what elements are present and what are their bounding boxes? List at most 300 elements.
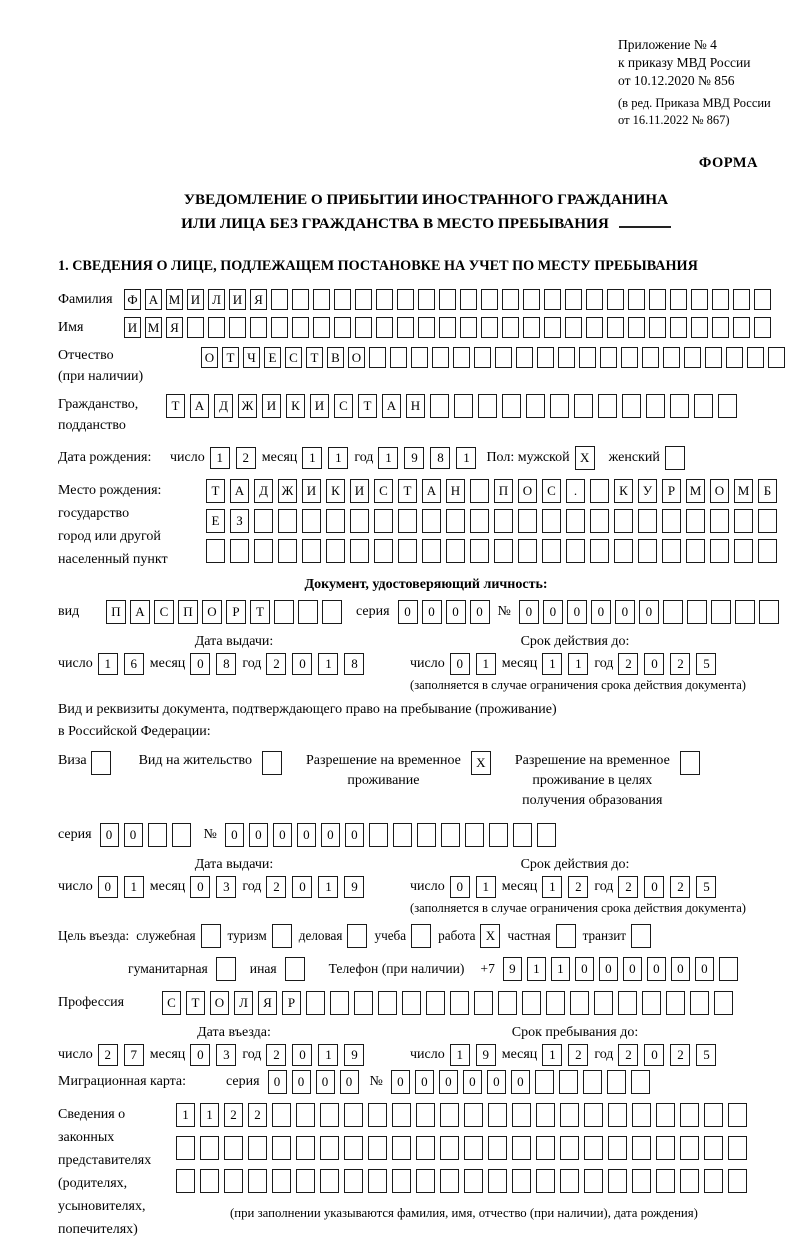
char-cell[interactable] (608, 1136, 627, 1160)
char-cell[interactable] (464, 1136, 483, 1160)
char-cell[interactable]: Ч (243, 347, 260, 368)
char-cell[interactable]: 1 (328, 447, 348, 469)
char-cell[interactable] (649, 317, 666, 338)
representatives-line3[interactable] (176, 1169, 752, 1193)
char-cell[interactable] (376, 289, 393, 310)
char-cell[interactable]: М (166, 289, 183, 310)
char-cell[interactable] (330, 991, 349, 1015)
char-cell[interactable]: 0 (671, 957, 690, 981)
char-cell[interactable] (662, 509, 681, 533)
char-cell[interactable]: М (686, 479, 705, 503)
char-cell[interactable]: 1 (98, 653, 118, 675)
char-cell[interactable]: Р (662, 479, 681, 503)
char-cell[interactable] (296, 1103, 315, 1127)
migration-series-field[interactable] (268, 1070, 364, 1094)
char-cell[interactable] (208, 317, 225, 338)
char-cell[interactable] (656, 1169, 675, 1193)
char-cell[interactable] (680, 1136, 699, 1160)
char-cell[interactable]: 0 (599, 957, 618, 981)
char-cell[interactable] (481, 317, 498, 338)
char-cell[interactable] (495, 347, 512, 368)
char-cell[interactable] (216, 957, 236, 981)
char-cell[interactable] (481, 289, 498, 310)
residence-permit-checkbox[interactable] (262, 751, 282, 775)
citizenship-field[interactable] (166, 394, 742, 418)
char-cell[interactable] (254, 509, 273, 533)
char-cell[interactable] (570, 991, 589, 1015)
char-cell[interactable]: 5 (696, 876, 716, 898)
char-cell[interactable] (684, 347, 701, 368)
entry-year[interactable] (266, 1044, 370, 1066)
char-cell[interactable] (274, 600, 294, 624)
char-cell[interactable] (176, 1136, 195, 1160)
char-cell[interactable]: 0 (124, 823, 143, 847)
char-cell[interactable] (535, 1070, 554, 1094)
char-cell[interactable]: К (614, 479, 633, 503)
given-name-field[interactable] (124, 317, 775, 338)
char-cell[interactable]: 9 (503, 957, 522, 981)
char-cell[interactable]: 0 (249, 823, 268, 847)
char-cell[interactable] (607, 289, 624, 310)
identity-issue-day[interactable] (98, 653, 150, 675)
char-cell[interactable]: С (162, 991, 181, 1015)
char-cell[interactable] (550, 394, 569, 418)
residence-number-field[interactable] (225, 823, 561, 847)
char-cell[interactable] (298, 600, 318, 624)
char-cell[interactable] (536, 1136, 555, 1160)
char-cell[interactable] (768, 347, 785, 368)
char-cell[interactable]: Ф (124, 289, 141, 310)
representatives-line1[interactable] (176, 1103, 752, 1127)
char-cell[interactable] (272, 1136, 291, 1160)
char-cell[interactable] (474, 991, 493, 1015)
char-cell[interactable] (498, 991, 517, 1015)
char-cell[interactable] (148, 823, 167, 847)
char-cell[interactable]: 0 (190, 1044, 210, 1066)
char-cell[interactable]: 1 (542, 1044, 562, 1066)
char-cell[interactable]: 1 (456, 447, 476, 469)
purpose-official-checkbox[interactable] (201, 924, 221, 948)
char-cell[interactable] (390, 347, 407, 368)
char-cell[interactable] (368, 1103, 387, 1127)
char-cell[interactable] (320, 1169, 339, 1193)
char-cell[interactable]: Д (214, 394, 233, 418)
char-cell[interactable]: У (638, 479, 657, 503)
char-cell[interactable]: 0 (292, 1070, 311, 1094)
char-cell[interactable] (754, 289, 771, 310)
residence-issue-year[interactable] (266, 876, 370, 898)
char-cell[interactable] (565, 289, 582, 310)
char-cell[interactable]: Я (258, 991, 277, 1015)
char-cell[interactable] (439, 317, 456, 338)
char-cell[interactable] (354, 991, 373, 1015)
char-cell[interactable] (262, 751, 282, 775)
char-cell[interactable] (478, 394, 497, 418)
entry-month[interactable] (190, 1044, 242, 1066)
char-cell[interactable] (488, 1103, 507, 1127)
identity-issue-month[interactable] (190, 653, 242, 675)
char-cell[interactable]: 2 (670, 1044, 690, 1066)
char-cell[interactable] (271, 317, 288, 338)
char-cell[interactable] (432, 347, 449, 368)
char-cell[interactable] (733, 289, 750, 310)
sex-male-checkbox[interactable] (575, 446, 595, 470)
char-cell[interactable] (694, 394, 713, 418)
char-cell[interactable] (704, 1169, 723, 1193)
char-cell[interactable] (369, 347, 386, 368)
char-cell[interactable]: 9 (344, 1044, 364, 1066)
char-cell[interactable]: 0 (615, 600, 635, 624)
char-cell[interactable]: 0 (647, 957, 666, 981)
char-cell[interactable] (254, 539, 273, 563)
char-cell[interactable] (426, 991, 445, 1015)
char-cell[interactable] (376, 317, 393, 338)
char-cell[interactable]: С (374, 479, 393, 503)
char-cell[interactable]: Н (446, 479, 465, 503)
char-cell[interactable]: А (190, 394, 209, 418)
char-cell[interactable] (690, 991, 709, 1015)
char-cell[interactable]: . (566, 479, 585, 503)
char-cell[interactable] (735, 600, 755, 624)
char-cell[interactable] (590, 479, 609, 503)
char-cell[interactable] (691, 289, 708, 310)
char-cell[interactable] (368, 1169, 387, 1193)
char-cell[interactable] (656, 1103, 675, 1127)
stay-month[interactable] (542, 1044, 594, 1066)
char-cell[interactable] (187, 317, 204, 338)
char-cell[interactable] (621, 347, 638, 368)
char-cell[interactable]: 1 (476, 653, 496, 675)
char-cell[interactable] (502, 317, 519, 338)
char-cell[interactable] (512, 1103, 531, 1127)
char-cell[interactable] (411, 347, 428, 368)
char-cell[interactable] (416, 1136, 435, 1160)
char-cell[interactable]: 1 (318, 653, 338, 675)
purpose-business-checkbox[interactable] (347, 924, 367, 948)
char-cell[interactable]: И (310, 394, 329, 418)
char-cell[interactable]: 9 (404, 447, 424, 469)
char-cell[interactable]: Я (250, 289, 267, 310)
char-cell[interactable] (398, 509, 417, 533)
char-cell[interactable] (306, 991, 325, 1015)
char-cell[interactable] (392, 1103, 411, 1127)
char-cell[interactable]: 0 (391, 1070, 410, 1094)
char-cell[interactable] (628, 289, 645, 310)
char-cell[interactable]: 0 (268, 1070, 287, 1094)
char-cell[interactable]: 0 (639, 600, 659, 624)
char-cell[interactable] (536, 1103, 555, 1127)
char-cell[interactable]: 0 (511, 1070, 530, 1094)
char-cell[interactable] (464, 1169, 483, 1193)
char-cell[interactable]: С (154, 600, 174, 624)
char-cell[interactable] (598, 394, 617, 418)
char-cell[interactable] (292, 317, 309, 338)
stay-day[interactable] (450, 1044, 502, 1066)
char-cell[interactable] (632, 1136, 651, 1160)
char-cell[interactable] (417, 823, 436, 847)
char-cell[interactable] (446, 509, 465, 533)
char-cell[interactable] (347, 924, 367, 948)
char-cell[interactable]: 2 (670, 876, 690, 898)
char-cell[interactable]: Т (250, 600, 270, 624)
char-cell[interactable] (350, 509, 369, 533)
birth-day-field[interactable] (210, 447, 262, 469)
char-cell[interactable] (494, 509, 513, 533)
char-cell[interactable] (560, 1169, 579, 1193)
char-cell[interactable] (686, 509, 705, 533)
char-cell[interactable] (201, 924, 221, 948)
char-cell[interactable] (502, 289, 519, 310)
char-cell[interactable] (374, 509, 393, 533)
char-cell[interactable] (631, 1070, 650, 1094)
char-cell[interactable] (546, 991, 565, 1015)
char-cell[interactable]: К (326, 479, 345, 503)
char-cell[interactable] (758, 539, 777, 563)
char-cell[interactable]: 2 (266, 876, 286, 898)
char-cell[interactable]: Д (254, 479, 273, 503)
char-cell[interactable]: 2 (568, 1044, 588, 1066)
char-cell[interactable]: 0 (273, 823, 292, 847)
char-cell[interactable] (544, 317, 561, 338)
char-cell[interactable] (758, 509, 777, 533)
char-cell[interactable]: Т (222, 347, 239, 368)
edu-permit-checkbox[interactable] (680, 751, 700, 775)
char-cell[interactable] (320, 1136, 339, 1160)
identity-valid-day[interactable] (450, 653, 502, 675)
char-cell[interactable]: 0 (591, 600, 611, 624)
char-cell[interactable] (680, 1103, 699, 1127)
char-cell[interactable]: 0 (292, 876, 312, 898)
char-cell[interactable] (670, 289, 687, 310)
char-cell[interactable]: 3 (216, 1044, 236, 1066)
char-cell[interactable] (565, 317, 582, 338)
char-cell[interactable] (542, 509, 561, 533)
char-cell[interactable] (470, 479, 489, 503)
char-cell[interactable] (465, 823, 484, 847)
char-cell[interactable] (754, 317, 771, 338)
char-cell[interactable] (450, 991, 469, 1015)
char-cell[interactable] (322, 600, 342, 624)
char-cell[interactable]: 6 (124, 653, 144, 675)
char-cell[interactable] (397, 317, 414, 338)
char-cell[interactable] (718, 394, 737, 418)
char-cell[interactable] (402, 991, 421, 1015)
char-cell[interactable] (488, 1136, 507, 1160)
char-cell[interactable] (628, 317, 645, 338)
char-cell[interactable]: С (334, 394, 353, 418)
char-cell[interactable] (474, 347, 491, 368)
char-cell[interactable] (711, 600, 731, 624)
char-cell[interactable]: К (286, 394, 305, 418)
char-cell[interactable]: Я (166, 317, 183, 338)
char-cell[interactable] (733, 317, 750, 338)
char-cell[interactable] (734, 509, 753, 533)
char-cell[interactable] (422, 539, 441, 563)
char-cell[interactable] (704, 1103, 723, 1127)
char-cell[interactable]: 2 (224, 1103, 243, 1127)
char-cell[interactable] (680, 1169, 699, 1193)
char-cell[interactable] (537, 347, 554, 368)
residence-issue-day[interactable] (98, 876, 150, 898)
char-cell[interactable] (440, 1136, 459, 1160)
char-cell[interactable]: 2 (670, 653, 690, 675)
char-cell[interactable] (378, 991, 397, 1015)
char-cell[interactable]: 2 (568, 876, 588, 898)
char-cell[interactable] (446, 539, 465, 563)
char-cell[interactable]: X (480, 924, 500, 948)
char-cell[interactable] (607, 1070, 626, 1094)
char-cell[interactable]: Ж (278, 479, 297, 503)
char-cell[interactable] (558, 347, 575, 368)
char-cell[interactable]: А (422, 479, 441, 503)
doc-type-field[interactable] (106, 600, 346, 624)
char-cell[interactable] (632, 1103, 651, 1127)
char-cell[interactable] (584, 1103, 603, 1127)
char-cell[interactable]: Т (306, 347, 323, 368)
char-cell[interactable]: 2 (236, 447, 256, 469)
char-cell[interactable] (526, 394, 545, 418)
char-cell[interactable] (368, 1136, 387, 1160)
char-cell[interactable]: О (348, 347, 365, 368)
char-cell[interactable] (670, 317, 687, 338)
char-cell[interactable]: 1 (124, 876, 144, 898)
char-cell[interactable]: А (130, 600, 150, 624)
char-cell[interactable] (292, 289, 309, 310)
char-cell[interactable]: М (734, 479, 753, 503)
birthplace-line2[interactable] (206, 509, 782, 533)
char-cell[interactable] (728, 1103, 747, 1127)
visa-checkbox[interactable] (91, 751, 111, 775)
temp-permit-checkbox[interactable] (471, 751, 491, 775)
char-cell[interactable] (326, 539, 345, 563)
char-cell[interactable] (224, 1136, 243, 1160)
char-cell[interactable] (355, 289, 372, 310)
char-cell[interactable] (454, 394, 473, 418)
char-cell[interactable] (418, 289, 435, 310)
char-cell[interactable]: Т (358, 394, 377, 418)
char-cell[interactable] (523, 289, 540, 310)
char-cell[interactable] (583, 1070, 602, 1094)
char-cell[interactable] (670, 394, 689, 418)
char-cell[interactable]: 1 (210, 447, 230, 469)
char-cell[interactable]: 0 (623, 957, 642, 981)
char-cell[interactable]: 0 (98, 876, 118, 898)
char-cell[interactable]: 0 (450, 876, 470, 898)
char-cell[interactable] (502, 394, 521, 418)
char-cell[interactable]: С (285, 347, 302, 368)
char-cell[interactable] (608, 1103, 627, 1127)
char-cell[interactable] (91, 751, 111, 775)
char-cell[interactable]: 8 (216, 653, 236, 675)
char-cell[interactable] (687, 600, 707, 624)
char-cell[interactable] (649, 289, 666, 310)
char-cell[interactable]: Л (208, 289, 225, 310)
surname-field[interactable] (124, 289, 775, 310)
char-cell[interactable] (513, 823, 532, 847)
char-cell[interactable]: Е (264, 347, 281, 368)
char-cell[interactable] (665, 446, 685, 470)
char-cell[interactable] (278, 509, 297, 533)
char-cell[interactable]: Т (186, 991, 205, 1015)
char-cell[interactable] (614, 509, 633, 533)
char-cell[interactable] (518, 509, 537, 533)
char-cell[interactable] (464, 1103, 483, 1127)
char-cell[interactable]: Ж (238, 394, 257, 418)
char-cell[interactable]: 0 (575, 957, 594, 981)
char-cell[interactable] (334, 289, 351, 310)
char-cell[interactable] (590, 539, 609, 563)
purpose-work-checkbox[interactable] (480, 924, 500, 948)
doc-number-field[interactable] (519, 600, 783, 624)
char-cell[interactable]: 0 (487, 1070, 506, 1094)
char-cell[interactable] (494, 539, 513, 563)
char-cell[interactable] (726, 347, 743, 368)
char-cell[interactable]: Р (226, 600, 246, 624)
char-cell[interactable]: Т (398, 479, 417, 503)
char-cell[interactable]: 0 (190, 653, 210, 675)
char-cell[interactable]: А (230, 479, 249, 503)
char-cell[interactable]: 2 (618, 653, 638, 675)
char-cell[interactable]: 0 (519, 600, 539, 624)
char-cell[interactable] (544, 289, 561, 310)
char-cell[interactable] (296, 1169, 315, 1193)
char-cell[interactable] (586, 289, 603, 310)
char-cell[interactable] (734, 539, 753, 563)
char-cell[interactable] (618, 991, 637, 1015)
char-cell[interactable] (728, 1169, 747, 1193)
char-cell[interactable]: О (202, 600, 222, 624)
char-cell[interactable]: 1 (551, 957, 570, 981)
char-cell[interactable] (574, 394, 593, 418)
char-cell[interactable]: 5 (696, 1044, 716, 1066)
char-cell[interactable]: 1 (302, 447, 322, 469)
char-cell[interactable] (556, 924, 576, 948)
char-cell[interactable] (172, 823, 191, 847)
char-cell[interactable]: 1 (318, 876, 338, 898)
char-cell[interactable]: 2 (248, 1103, 267, 1127)
char-cell[interactable] (344, 1136, 363, 1160)
char-cell[interactable]: 9 (476, 1044, 496, 1066)
char-cell[interactable] (272, 1103, 291, 1127)
char-cell[interactable] (518, 539, 537, 563)
char-cell[interactable] (460, 317, 477, 338)
char-cell[interactable] (614, 539, 633, 563)
identity-issue-year[interactable] (266, 653, 370, 675)
char-cell[interactable]: X (575, 446, 595, 470)
char-cell[interactable]: И (262, 394, 281, 418)
char-cell[interactable]: О (210, 991, 229, 1015)
char-cell[interactable] (176, 1169, 195, 1193)
char-cell[interactable]: 0 (644, 1044, 664, 1066)
birth-month-field[interactable] (302, 447, 354, 469)
char-cell[interactable]: 9 (344, 876, 364, 898)
char-cell[interactable]: 0 (100, 823, 119, 847)
char-cell[interactable] (747, 347, 764, 368)
identity-valid-month[interactable] (542, 653, 594, 675)
char-cell[interactable]: 0 (292, 1044, 312, 1066)
char-cell[interactable]: А (145, 289, 162, 310)
char-cell[interactable]: 0 (567, 600, 587, 624)
char-cell[interactable] (248, 1136, 267, 1160)
char-cell[interactable] (663, 347, 680, 368)
char-cell[interactable] (579, 347, 596, 368)
char-cell[interactable]: Р (282, 991, 301, 1015)
birthplace-line1[interactable] (206, 479, 782, 503)
phone-field[interactable] (503, 957, 743, 981)
char-cell[interactable]: 8 (344, 653, 364, 675)
char-cell[interactable]: 1 (568, 653, 588, 675)
char-cell[interactable]: М (145, 317, 162, 338)
